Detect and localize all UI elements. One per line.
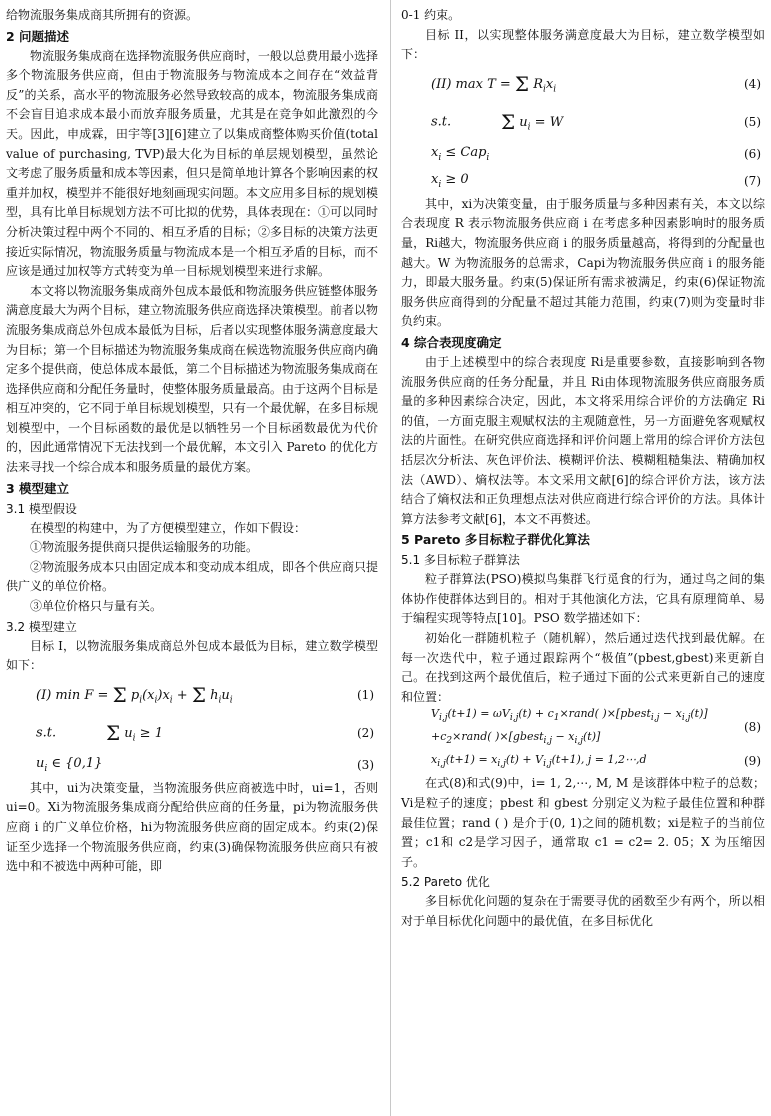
list-item: ①物流服务提供商只提供运输服务的功能。	[30, 540, 259, 555]
subsection-heading: 3.1 模型假设	[6, 501, 77, 516]
paragraph: 其中，xi为决策变量，由于服务质量与多种因素有关，本文以综合表现度 R 表示物流服务供应商 i 在考虑多种因素影响时的服务质量，Ri越大，物流服务供应商 i 的服务质量越高，将得到的分配量也越大。W 为物流服务的总需求，Capi为物流服务供应商 i 的服务能力，即最大服务量。约束(5)保证所有需求被满足，约束(6)保证物流服务供应商得到的分配量不超过其能力范围，约束(7)则为变量时非负约束。	[401, 196, 765, 329]
equation-5	[401, 103, 765, 141]
subsection-heading: 5.2 Pareto 优化	[401, 875, 490, 890]
equation-body: $x_{i,j}(t+1) = x_{i,j}(t) + V_{i,j}(t+1)$, j = 1,2⋯,d	[431, 752, 647, 770]
paragraph: 其中，ui为决策变量，当物流服务供应商被选中时，ui=1，否则 ui=0。Xi为物流服务集成商分配给供应商的任务量，pi为物流服务供应商 i 的广义单位价格，hi为物流服务供应商的固定成本。约束(2)保证至少选择一个物流服务供应商，约束(3)确保物流服务供应商只有被选中和不被选中两种可能，即	[6, 780, 378, 874]
paragraph: 初始化一群随机粒子（随机解），然后通过迭代找到最优解。在每一次迭代中，粒子通过跟踪两个“极值”(pbest,gbest)来更新自己。在找到这两个最优值后，粒子通过下面的公式来更新自己的速度和位置：	[401, 631, 765, 704]
equation-8	[401, 707, 765, 747]
paragraph: 目标 I，以物流服务集成商总外包成本最低为目标，建立数学模型如下：	[6, 638, 378, 673]
equation-number: (2)	[357, 725, 374, 740]
equation-body: Σ $u_i \ge 1$	[106, 720, 163, 745]
list-item: ③单位价格只与量有关。	[30, 599, 163, 614]
paragraph: 0-1 约束。	[401, 8, 461, 22]
column-divider	[390, 0, 391, 1116]
equation-number: (7)	[744, 174, 761, 189]
paragraph: 多目标优化问题的复杂在于需要寻优的函数至少有两个，所以相对于单目标优化问题中的最优值，在多目标优化	[401, 894, 765, 928]
equation-number: (3)	[357, 758, 374, 773]
equation-body: (I) min F = Σ $p_i(x_i)x_i + \Sigma$ $h_iu_i$	[36, 682, 233, 707]
equation-number: (6)	[744, 147, 761, 162]
equation-body: $x_i \le Cap_i$	[431, 145, 490, 164]
left-column	[6, 6, 378, 877]
subject-to-label: s.t.	[431, 114, 452, 130]
equation-body: $u_i$ ∈ {0,1}	[36, 756, 103, 775]
subject-to-label: s.t.	[36, 725, 57, 741]
paragraph: 物流服务集成商在选择物流服务供应商时，一般以总费用最小选择多个物流服务供应商，但由于物流服务与物流成本之间存在“效益背反”的关系，高水平的物流服务必然导致较高的成本，物流服务集成商不会盲目追求成本最小而放弃服务质量，尤其是在竞争如此激烈的今天。因此，申成霖，田宇等[3][6]建立了以集成商整体购买价值(total value of purchasing, TVP)最大化为目标的单层规划模型，虽然论文考虑了服务质量和成本等因素，但只是简单地计算各个影响因素的权重并加权，模型并不能很好地刻画现实问题。本文应用多目标的规划模型，具有比单目标规划方法不可比拟的优势，具体表现在：①可以同时分析决策过程中两个不同的、相互矛盾的目标；②多目标的决策方法更接近实际情况，物流服务质量与物流成本是一个相互矛盾的目标，而不应该是通过加权等方式转变为单一目标规划模型来进行求解。	[6, 48, 379, 279]
equation-number: (9)	[744, 753, 761, 768]
equation-9	[401, 747, 765, 774]
equation-3	[6, 752, 378, 779]
paragraph: 在模型的构建中，为了方便模型建立，作如下假设：	[30, 520, 307, 535]
paragraph: 本文将以物流服务集成商外包成本最低和物流服务供应链整体服务满意度最大为两个目标，建立物流服务供应商选择决策模型。前者以物流服务集成商总外包成本最低为目标，后者以实现整体服务满意度最大为目标；第一个目标描述为物流服务集成商在候选物流服务供应商内确定多个提供商，使总体成本最低，第二个目标描述为物流服务集成商在选择供应商和分配任务量时，使整体服务质量最高。由于这两个目标是相互冲突的，它不同于单目标规划模型，只有一个最优解，在多目标规划模型中，一个目标函数的最优是以牺牲另一个目标函数最优为代价的，因此通常情况下无法找到一个最优解，本文引入 Pareto 的优化方法来寻找一个综合成本和服务质量的最优方案。	[6, 283, 379, 475]
section-heading: 2 问题描述	[6, 28, 70, 44]
section-heading: 3 模型建立	[6, 480, 70, 496]
equation-7	[401, 168, 765, 195]
equation-body: (II) max T = Σ $R_ix_i$	[431, 71, 557, 96]
equation-number: (8)	[744, 720, 761, 735]
paragraph: 目标 II，以实现整体服务满意度最大为目标，建立数学模型如下：	[401, 27, 765, 62]
paragraph: 粒子群算法(PSO)模拟鸟集群飞行觅食的行为，通过鸟之间的集体协作使群体达到目的。相对于其他演化方法，它具有原理简单、易于编程实现等特点[10]。PSO 数学描述如下：	[401, 572, 765, 626]
paragraph: 给物流服务集成商其所拥有的资源。	[6, 8, 199, 22]
subsection-heading: 5.1 多目标粒子群算法	[401, 553, 520, 568]
equation-number: (5)	[744, 114, 761, 129]
paragraph: 在式(8)和式(9)中，i= 1, 2,⋯, M, M 是该群体中粒子的总数；Vi是粒子的速度；pbest 和 gbest 分别定义为粒子最佳位置和种群最佳位置；rand ( ) 是介于(0, 1)之间的随机数；xi是粒子的当前位置；c1和 c2是学习因子，通常取 c1 = c2= 2. 05；X 为压缩因子。	[401, 776, 765, 869]
equation-1	[6, 676, 378, 714]
right-column	[401, 6, 765, 932]
paragraph: 由于上述模型中的综合表现度 Ri是重要参数，直接影响到各物流服务供应商的任务分配量，并且 Ri由体现物流服务供应商服务质量的多种因素综合决定，因此，本文将采用综合评价的方法确定 Ri的值，一方面克服主观赋权法的主观随意性，另一方面避免客观赋权法的片面性。在研究供应商选择和评价问题上常用的综合评价方法包括层次分析法、灰色评价法、模糊评价法、模糊粗糙集法、精确加权法（AWD）、熵权法等。本文采用文献[6]的综合评价方法，该方法结合了熵权法和正负理想点法对供应商进行综合评价的方法。具体计算方法参考文献[6]，本文不再赘述。	[401, 354, 765, 526]
equation-body: $V_{i,j}(t+1) = \omega V_{i,j}(t)$ + $c_1\times rand$( )×[pbest$_{i,j}$ − $x_{i,j}(t)$] $+c_2\times rand$( )×[gbest$_{i,j}$ − $x_{i,j}(t)$]	[431, 707, 708, 746]
list-item: ②物流服务成本只由固定成本和变动成本组成，即各个供应商只提供广义的单位价格。	[6, 559, 379, 594]
equation-number: (1)	[357, 687, 374, 702]
equation-6	[401, 141, 765, 168]
equation-number: (4)	[744, 76, 761, 91]
subsection-heading: 3.2 模型建立	[6, 619, 77, 634]
section-heading: 5 Pareto 多目标粒子群优化算法	[401, 532, 590, 548]
section-heading: 4 综合表现度确定	[401, 334, 502, 350]
equation-4	[401, 65, 765, 103]
equation-2	[6, 714, 378, 752]
equation-body: Σ $u_i = W$	[501, 109, 564, 134]
equation-body: $x_i \ge 0$	[431, 172, 469, 191]
